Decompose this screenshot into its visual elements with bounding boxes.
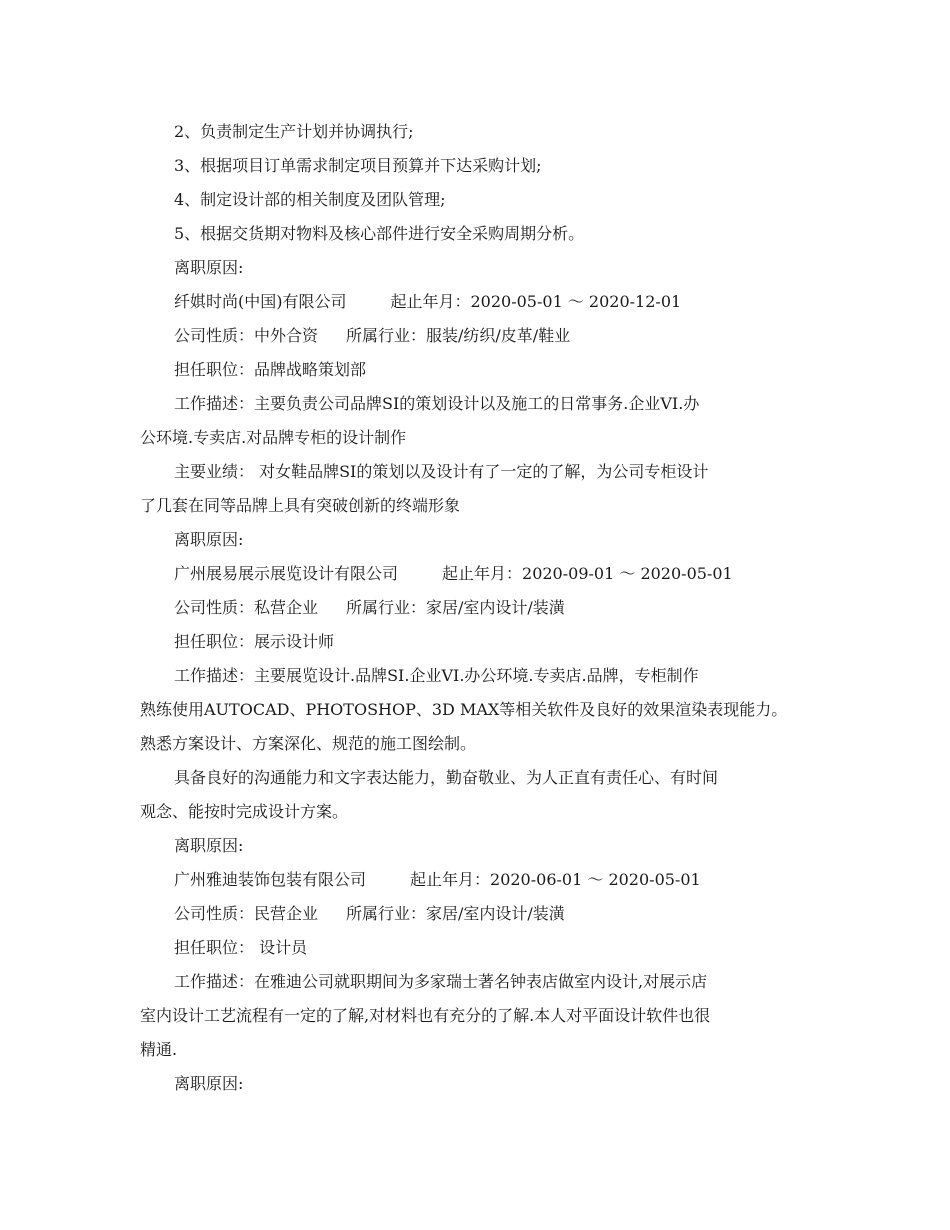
text-line: 2、负责制定生产计划并协调执行; [174, 122, 414, 141]
text-line: 熟悉方案设计、方案深化、规范的施工图绘制。 [140, 734, 477, 753]
line-left-field: 公司性质：私营企业 [174, 598, 319, 617]
text-line: 具备良好的沟通能力和文字表达能力，勤奋敬业、为人正直有责任心、有时间 [174, 768, 719, 787]
line-left-field: 公司性质：中外合资 [174, 326, 319, 345]
text-line: 担任职位：品牌战略策划部 [174, 360, 367, 379]
text-line [140, 897, 820, 931]
text-line: 离职原因: [174, 1074, 244, 1093]
text-line: 离职原因: [174, 530, 244, 549]
text-line [140, 285, 820, 319]
text-line: 室内设计工艺流程有一定的了解,对材料也有充分的了解.本人对平面设计软件也很 [140, 1006, 711, 1025]
text-line: 3、根据项目订单需求制定项目预算并下达采购计划; [174, 156, 542, 175]
text-line: 了几套在同等品牌上具有突破创新的终端形象 [140, 496, 461, 515]
text-line [140, 863, 820, 897]
line-right-field: 起止年月：2020-05-01 ～ 2020-12-01 [390, 292, 682, 311]
text-line: 熟练使用AUTOCAD、PHOTOSHOP、3D MAX等相关软件及良好的效果渲染表现能力。 [140, 700, 788, 719]
text-line: 工作描述：主要展览设计.品牌SI.企业VI.办公环境.专卖店.品牌，专柜制作 [174, 666, 699, 685]
text-line: 离职原因: [174, 836, 244, 855]
text-line: 精通. [140, 1040, 178, 1059]
text-line: 5、根据交货期对物料及核心部件进行安全采购周期分析。 [174, 224, 585, 243]
text-line: 工作描述：主要负责公司品牌SI的策划设计以及施工的日常事务.企业VI.办 [174, 394, 700, 413]
text-line: 离职原因: [174, 258, 244, 277]
text-line: 担任职位：展示设计师 [174, 632, 335, 651]
text-line: 观念、能按时完成设计方案。 [140, 802, 349, 821]
line-right-field: 起止年月：2020-09-01 ～ 2020-05-01 [442, 564, 733, 583]
line-right-field: 所属行业：家居/室内设计/装潢 [346, 598, 565, 617]
text-line [140, 591, 820, 625]
line-left-field: 广州展易展示展览设计有限公司 [174, 564, 399, 583]
text-line: 担任职位： 设计员 [174, 938, 308, 957]
line-left-field: 纤娸时尚(中国)有限公司 [174, 292, 347, 311]
text-line [140, 557, 820, 591]
resume-text-body [140, 115, 820, 1101]
text-line: 4、制定设计部的相关制度及团队管理; [174, 190, 446, 209]
line-left-field: 广州雅迪装饰包装有限公司 [174, 870, 367, 889]
text-line: 工作描述：在雅迪公司就职期间为多家瑞士著名钟表店做室内设计,对展示店 [174, 972, 708, 991]
text-line: 主要业绩： 对女鞋品牌SI的策划以及设计有了一定的了解，为公司专柜设计 [174, 462, 709, 481]
line-right-field: 起止年月：2020-06-01 ～ 2020-05-01 [410, 870, 701, 889]
line-left-field: 公司性质：民营企业 [174, 904, 319, 923]
line-right-field: 所属行业：家居/室内设计/装潢 [346, 904, 565, 923]
text-line: 公环境.专卖店.对品牌专柜的设计制作 [140, 428, 407, 447]
line-right-field: 所属行业：服装/纺织/皮革/鞋业 [346, 326, 571, 345]
text-line [140, 319, 820, 353]
